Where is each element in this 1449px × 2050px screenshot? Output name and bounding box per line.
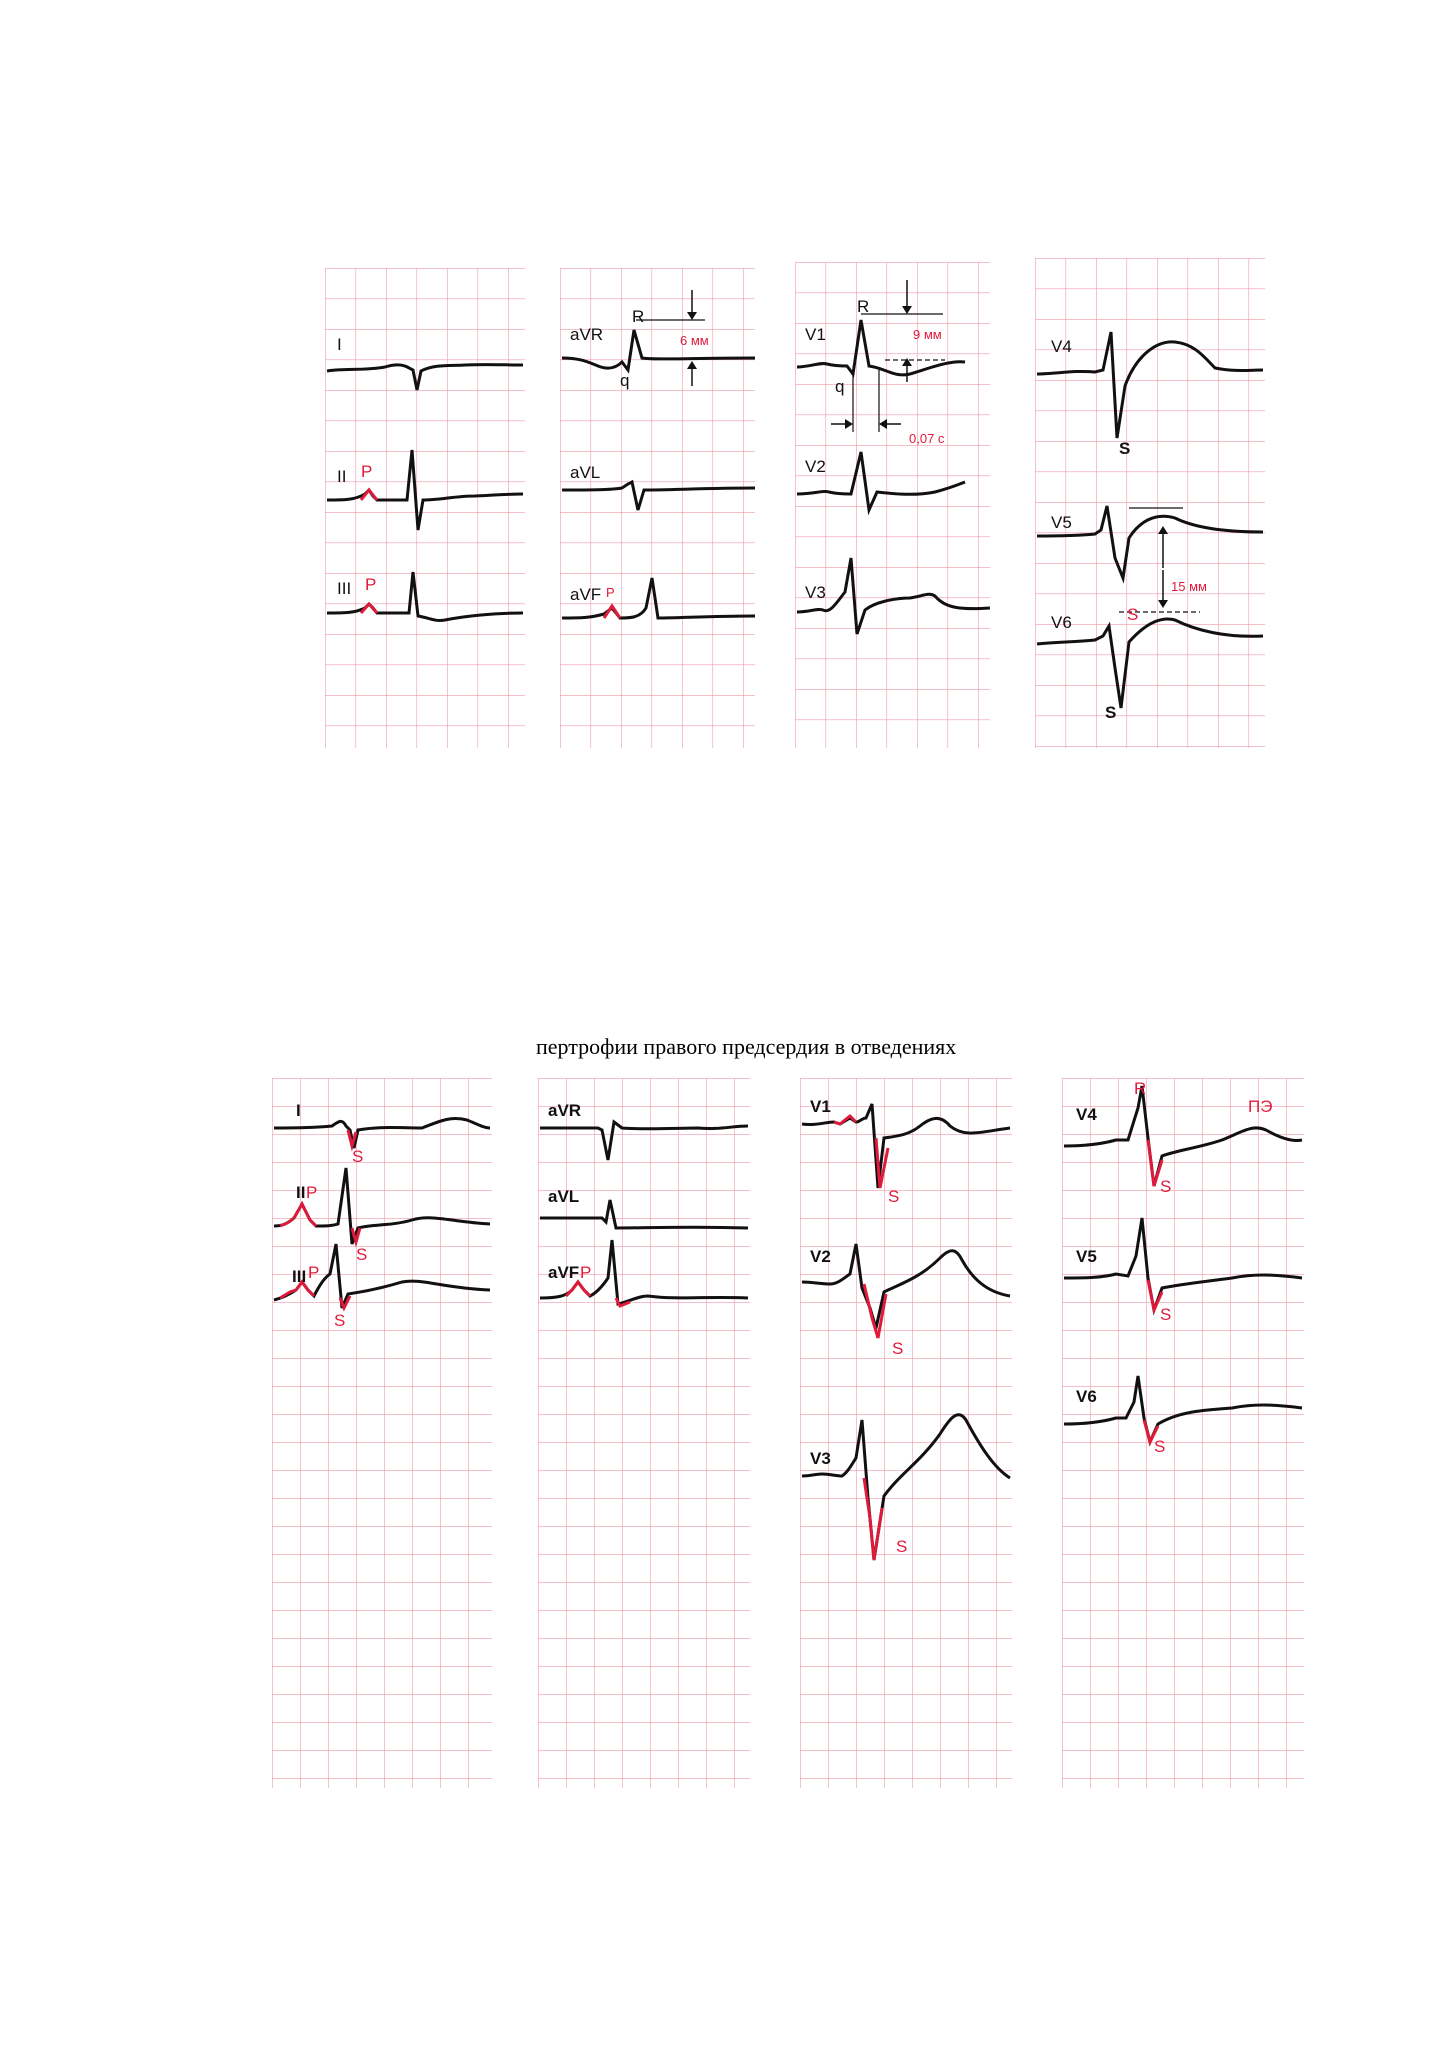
wave-label-r: R xyxy=(632,307,645,326)
figure-caption: пертрофии правого предсердия в отведениях xyxy=(536,1034,957,1059)
ecg-strip-limb-leads xyxy=(325,268,525,748)
lead-label-ii: II xyxy=(296,1183,306,1202)
wave-label-s: S xyxy=(352,1147,364,1166)
wave-label-s: S xyxy=(356,1245,368,1264)
lead-label-v1: V1 xyxy=(810,1097,831,1116)
ecg-strip-chest-leads-v4-v6 xyxy=(1035,258,1265,748)
measurement-v1-r: 9 мм xyxy=(913,327,942,342)
lead-label-v5: V5 xyxy=(1051,513,1072,532)
ecg-grid xyxy=(1062,1078,1304,1788)
lead-label-avl: aVL xyxy=(548,1187,580,1206)
ecg-strip-chest-leads-v4-v6-bottom xyxy=(1062,1078,1304,1788)
lead-label-v4: V4 xyxy=(1051,337,1072,356)
wave-label-p: P xyxy=(580,1263,592,1282)
wave-label-s: S xyxy=(1119,439,1131,458)
wave-label-r: R xyxy=(857,297,870,316)
ecg-grid xyxy=(800,1078,1012,1788)
lead-label-iii: III xyxy=(337,579,352,598)
lead-label-v6: V6 xyxy=(1051,613,1072,632)
label-pe: ПЭ xyxy=(1248,1097,1273,1116)
measurement-v1-interval: 0,07 с xyxy=(909,431,945,446)
ecg-grid xyxy=(1035,258,1265,748)
ecg-strip-limb-leads-bottom xyxy=(272,1078,492,1788)
wave-label-r: R xyxy=(1134,1079,1147,1098)
ecg-grid xyxy=(538,1078,750,1788)
ecg-strip-chest-leads-v1-v3-bottom xyxy=(800,1078,1012,1788)
lead-label-avf: aVF xyxy=(570,585,602,604)
wave-label-s: S xyxy=(888,1187,900,1206)
lead-label-v4: V4 xyxy=(1076,1105,1097,1124)
lead-label-v1: V1 xyxy=(805,325,826,344)
lead-label-ii: II xyxy=(337,467,347,486)
lead-label-avl: aVL xyxy=(570,463,601,482)
measurement-v5-s: 15 мм xyxy=(1171,579,1207,594)
lead-label-i: I xyxy=(296,1101,301,1120)
wave-label-s: S xyxy=(1160,1177,1172,1196)
wave-label-p: P xyxy=(606,585,615,600)
wave-label-s: S xyxy=(1127,605,1139,624)
wave-label-s: S xyxy=(1160,1305,1172,1324)
lead-label-avf: aVF xyxy=(548,1263,580,1282)
wave-label-s: S xyxy=(1105,703,1117,722)
wave-label-p: P xyxy=(365,575,377,594)
ecg-strip-augmented-leads xyxy=(560,268,755,748)
lead-label-avr: aVR xyxy=(548,1101,582,1120)
lead-label-v2: V2 xyxy=(810,1247,831,1266)
wave-label-q: q xyxy=(620,371,630,390)
lead-label-v3: V3 xyxy=(805,583,826,602)
wave-label-p: P xyxy=(308,1263,320,1282)
wave-label-s: S xyxy=(1154,1437,1166,1456)
ecg-strip-chest-leads-v1-v3 xyxy=(795,262,990,748)
lead-label-v2: V2 xyxy=(805,457,826,476)
lead-label-v5: V5 xyxy=(1076,1247,1097,1266)
lead-label-avr: aVR xyxy=(570,325,604,344)
lead-label-iii: III xyxy=(292,1267,307,1286)
wave-label-s: S xyxy=(896,1537,908,1556)
ecg-strip-augmented-leads-bottom xyxy=(538,1078,750,1788)
wave-label-s: S xyxy=(334,1311,346,1330)
wave-label-q: q xyxy=(835,377,845,396)
lead-label-v3: V3 xyxy=(810,1449,831,1468)
ecg-grid xyxy=(325,268,525,748)
wave-label-p: P xyxy=(361,462,373,481)
wave-label-p: P xyxy=(306,1183,318,1202)
lead-label-i: I xyxy=(337,335,342,354)
lead-label-v6: V6 xyxy=(1076,1387,1097,1406)
wave-label-s: S xyxy=(892,1339,904,1358)
measurement-avr-r: 6 мм xyxy=(680,333,709,348)
